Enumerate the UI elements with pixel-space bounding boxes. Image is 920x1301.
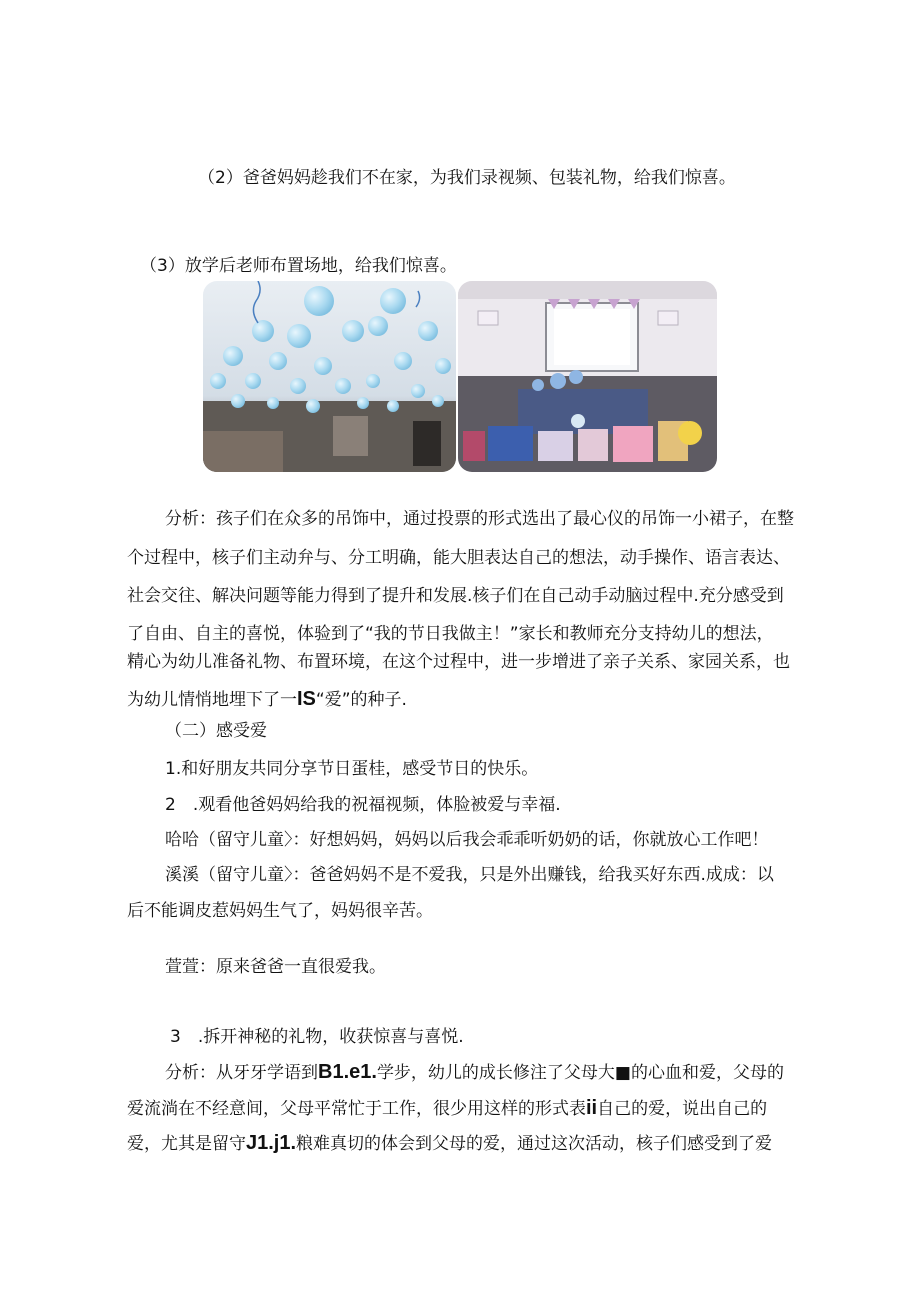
list-item-2: 2 .观看他爸妈妈给我的祝福视频，体脸被爱与幸福. <box>165 795 561 815</box>
caption-parents-video: （2）爸爸妈妈趁我们不在家，为我们录视频、包装礼物，给我们惊喜。 <box>198 168 736 188</box>
list-item-1: 1.和好朋友共同分享节日蛋桂，感受节日的快乐。 <box>165 759 539 779</box>
quote-xixi-line-2: 后不能调皮惹妈妈生气了，妈妈很辛苦。 <box>127 901 433 921</box>
quote-haha: 哈哈（留守儿童〉：好想妈妈，妈妈以后我会乖乖听奶奶的话，你就放心工作吧！ <box>165 830 769 850</box>
analysis-1-line-2: 个过程中，核子们主动弁与、分工明确，能大胆表达自己的想法，动手操作、语言表达、 <box>127 548 790 568</box>
quote-xixi-line-1: 溪溪（留守儿童〉：爸爸妈妈不是不爱我，只是外出赚钱，给我买好东西.成成：以 <box>165 865 774 885</box>
analysis-1-line-6-text-a: 为幼儿情悄地埋下了一 <box>127 690 297 710</box>
analysis-2-line-1 <box>165 1060 784 1085</box>
analysis-1-line-4: 了自由、自主的喜悦，体验到了“我的节日我做主！”家长和教师充分支持幼儿的想法， <box>127 624 774 644</box>
analysis-2-line-3-text-c: 粮难真切的体会到父母的爱，通过这次活动，核子们感受到了爱 <box>296 1134 773 1154</box>
analysis-2-line-3-garbled: J1.j1. <box>246 1132 297 1154</box>
analysis-2-line-1-garbled: B1.e1. <box>318 1061 377 1083</box>
classroom-gifts-photo <box>458 281 717 472</box>
caption-teacher-venue: （3）放学后老师布置场地，给我们惊喜。 <box>140 256 457 276</box>
analysis-1-line-5: 精心为幼儿准备礼物、布置环境，在这个过程中，进一步增进了亲子关系、家园关系，也 <box>127 652 790 672</box>
analysis-2-line-3-text-a: 爱，尤其是留守 <box>127 1134 246 1154</box>
section-title-feel-love: （二）感受爱 <box>165 721 267 741</box>
analysis-2-line-2-garbled: ii <box>586 1097 598 1119</box>
analysis-1-line-6-garbled: IS <box>297 688 316 710</box>
analysis-2-line-2 <box>127 1096 767 1121</box>
analysis-1-line-3: 社会交往、解决问题等能力得到了提升和发展.核子们在自己动手动脑过程中.充分感受到 <box>127 586 784 606</box>
analysis-2-line-2-text-c: 自己的爱，说出自己的 <box>597 1099 768 1119</box>
analysis-1-line-1: 分析：孩子们在众多的吊饰中，通过投票的形式选出了最心仪的吊饰一小裙子，在整 <box>165 509 794 529</box>
analysis-2-line-3 <box>127 1131 772 1156</box>
analysis-2-line-1-text-a: 分析：从牙牙学语到 <box>165 1063 318 1083</box>
analysis-2-line-1-text-c: 学步，幼儿的成长修注了父母大■的心血和爱，父母的 <box>376 1063 784 1083</box>
analysis-2-line-2-text-a: 爱流淌在不经意间，父母平常忙于工作，很少用这样的形式表 <box>127 1099 586 1119</box>
balloon-ceiling-photo <box>203 281 456 472</box>
quote-xuanxuan: 萱萱：原来爸爸一直很爱我。 <box>165 957 386 977</box>
list-item-3: 3 .拆开神秘的礼物，收获惊喜与喜悦. <box>170 1027 464 1047</box>
analysis-1-line-6 <box>127 687 407 712</box>
analysis-1-line-6-text-c: “爱”的种子. <box>315 690 407 710</box>
